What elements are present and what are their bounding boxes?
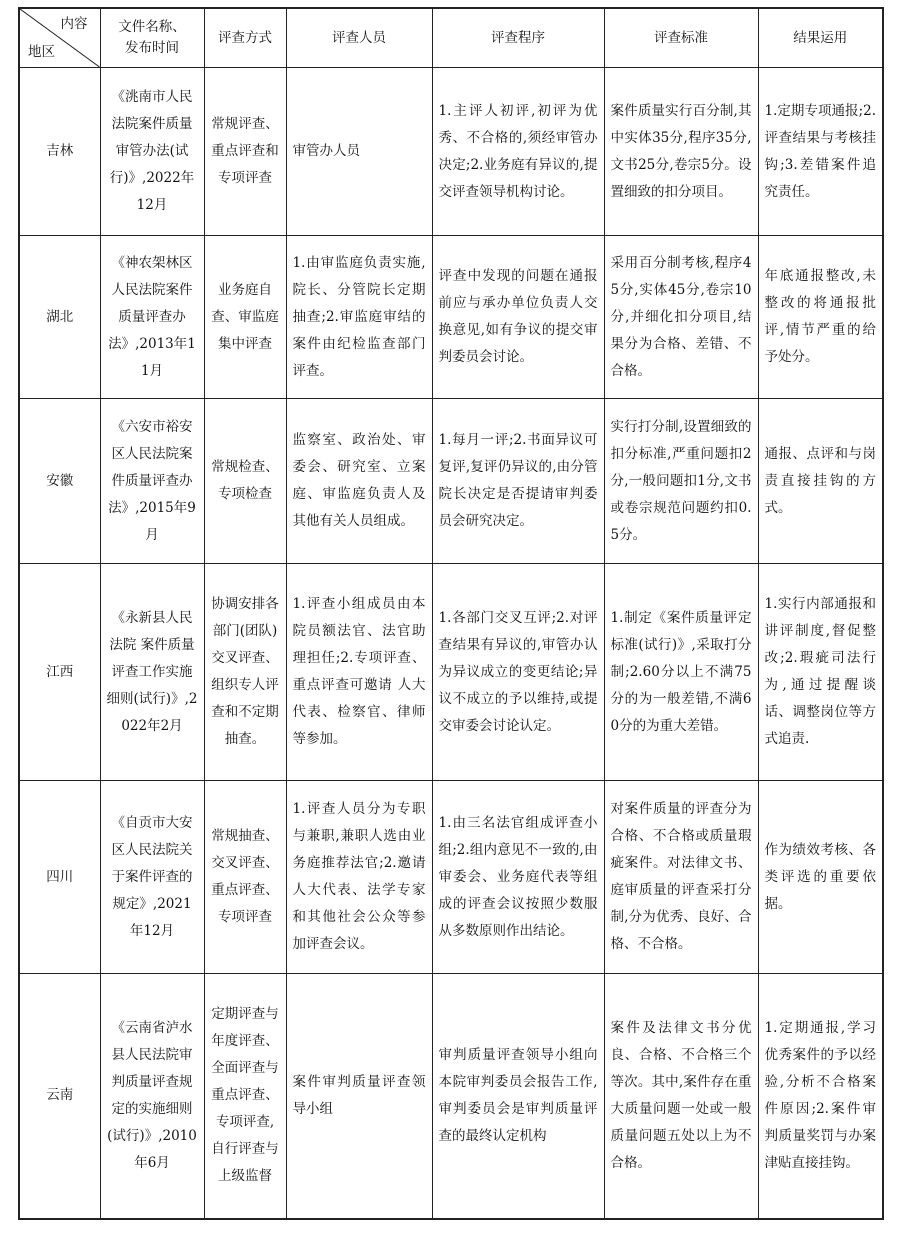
- evaluation-table: [18, 7, 884, 1220]
- header-region-label: 地区: [28, 44, 55, 60]
- method-cell: 常规检查、专项检查: [204, 399, 286, 564]
- personnel-cell: 监察室、政治处、审委会、研究室、立案庭、审监庭负责人及其他有关人员组成。: [286, 399, 432, 564]
- result-cell: 1.定期专项通报;2.评查结果与考核挂钩;3.差错案件追究责任。: [758, 68, 883, 236]
- table-row: [19, 236, 883, 399]
- procedure-cell: 1.各部门交叉互评;2.对评查结果有异议的,审管办认为异议成立的变更结论;异议不成立的予以维持,或提交审委会讨论认定。: [432, 564, 604, 781]
- header-doc-line2: 发布时间: [125, 40, 179, 56]
- method-cell: 协调安排各部门(团队)交叉评查、组织专人评查和不定期抽查。: [204, 564, 286, 781]
- region-cell: 安徽: [19, 399, 100, 564]
- result-cell: 1.定期通报,学习优秀案件的予以经验,分析不合格案件原因;2.案件审判质量奖罚与办案津贴直接挂钩。: [758, 974, 883, 1219]
- personnel-cell: 1.评查人员分为专职与兼职,兼职人选由业务庭推荐法官;2.邀请人大代表、法学专家和其他社会公众等参加评查会议。: [286, 781, 432, 974]
- result-cell: 作为绩效考核、各类评选的重要依据。: [758, 781, 883, 974]
- standard-cell: 案件及法律文书分优良、合格、不合格三个等次。其中,案件存在重大质量问题一处或一般质量问题五处以上为不合格。: [604, 974, 758, 1219]
- region-cell: 四川: [19, 781, 100, 974]
- standard-cell: 实行打分制,设置细致的扣分标准,严重问题扣2分,一般问题扣1分,文书或卷宗规范问题约扣0.5分。: [604, 399, 758, 564]
- result-cell: 通报、点评和与岗责直接挂钩的方式。: [758, 399, 883, 564]
- standard-cell: 案件质量实行百分制,其中实体35分,程序35分,文书25分,卷宗5分。设置细致的扣分项目。: [604, 68, 758, 236]
- doc-cell: 《洮南市人民法院案件质量审管办法(试行)》,2022年12月: [100, 68, 204, 236]
- procedure-cell: 1.由三名法官组成评查小组;2.组内意见不一致的,由审委会、业务庭代表等组成的评查会议按照少数服从多数原则作出结论。: [432, 781, 604, 974]
- doc-cell: 《云南省泸水县人民法院审判质量评查规定的实施细则(试行)》,2010年6月: [100, 974, 204, 1219]
- standard-cell: 采用百分制考核,程序45分,实体45分,卷宗10分,并细化扣分项目,结果分为合格、差错、不合格。: [604, 236, 758, 399]
- table-row: [19, 399, 883, 564]
- region-cell: 吉林: [19, 68, 100, 236]
- header-row: [19, 8, 883, 68]
- doc-cell: 《六安市裕安区人民法院案件质量评查办法》,2015年9月: [100, 399, 204, 564]
- table-row: [19, 974, 883, 1219]
- procedure-cell: 1.主评人初评,初评为优秀、不合格的,须经审管办决定;2.业务庭有异议的,提交评查领导机构讨论。: [432, 68, 604, 236]
- result-cell: 1.实行内部通报和讲评制度,督促整改;2.瑕疵司法行为,通过提醒谈话、调整岗位等方式追责.: [758, 564, 883, 781]
- procedure-cell: 审判质量评查领导小组向本院审判委员会报告工作,审判委员会是审判质量评查的最终认定机构: [432, 974, 604, 1219]
- method-cell: 定期评查与年度评查、全面评查与重点评查、专项评查,自行评查与上级监督: [204, 974, 286, 1219]
- region-cell: 江西: [19, 564, 100, 781]
- standard-cell: 1.制定《案件质量评定标准(试行)》,采取打分制;2.60分以上不满75分的为一般差错,不满60分的为重大差错。: [604, 564, 758, 781]
- method-cell: 常规抽查、交叉评查、重点评查、专项评查: [204, 781, 286, 974]
- header-standard: 评查标准: [604, 8, 758, 68]
- table-row: [19, 564, 883, 781]
- table-row: [19, 68, 883, 236]
- header-doc-line1: 文件名称、: [118, 19, 186, 35]
- personnel-cell: 1.评查小组成员由本院员额法官、法官助理担任;2.专项评查、重点评查可邀请 人大代表、检察官、律师等参加。: [286, 564, 432, 781]
- header-corner-cell: [19, 8, 100, 68]
- doc-cell: 《永新县人民法院 案件质量评查工作实施细则(试行)》,2022年2月: [100, 564, 204, 781]
- doc-cell: 《自贡市大安区人民法院关于案件评查的规定》,2021年12月: [100, 781, 204, 974]
- personnel-cell: 审管办人员: [286, 68, 432, 236]
- table-row: [19, 781, 883, 974]
- header-procedure: 评查程序: [432, 8, 604, 68]
- header-content-label: 内容: [60, 16, 88, 32]
- header-doc: [100, 8, 204, 68]
- procedure-cell: 评查中发现的问题在通报前应与承办单位负责人交换意见,如有争议的提交审判委员会讨论。: [432, 236, 604, 399]
- method-cell: 业务庭自查、审监庭集中评查: [204, 236, 286, 399]
- personnel-cell: 案件审判质量评查领导小组: [286, 974, 432, 1219]
- region-cell: 湖北: [19, 236, 100, 399]
- region-cell: 云南: [19, 974, 100, 1219]
- doc-cell: 《神农架林区人民法院案件质量评查办法》,2013年11月: [100, 236, 204, 399]
- method-cell: 常规评查、重点评查和专项评查: [204, 68, 286, 236]
- header-personnel: 评查人员: [286, 8, 432, 68]
- header-method: 评查方式: [204, 8, 286, 68]
- personnel-cell: 1.由审监庭负责实施,院长、分管院长定期抽查;2.审监庭审结的案件由纪检监查部门评查。: [286, 236, 432, 399]
- procedure-cell: 1.每月一评;2.书面异议可复评,复评仍异议的,由分管院长决定是否提请审判委员会研究决定。: [432, 399, 604, 564]
- result-cell: 年底通报整改,未整改的将通报批评,情节严重的给予处分。: [758, 236, 883, 399]
- header-result: 结果运用: [758, 8, 883, 68]
- standard-cell: 对案件质量的评查分为合格、不合格或质量瑕疵案件。对法律文书、庭审质量的评查采打分制,分为优秀、良好、合格、不合格。: [604, 781, 758, 974]
